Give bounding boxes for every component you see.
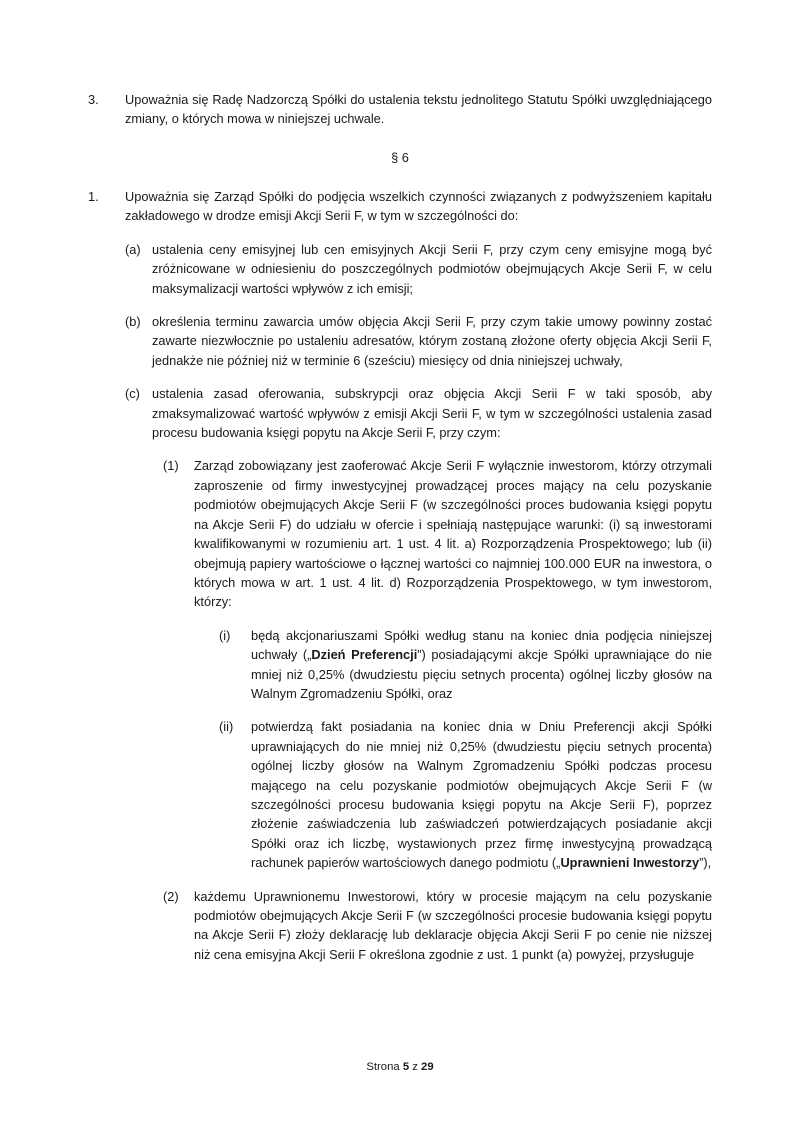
page-footer: [0, 1060, 800, 1074]
list-item-3: [88, 90, 712, 129]
spacer: [88, 129, 712, 148]
defined-term-uprawnieni-inwestorzy: Uprawnieni Inwestorzy: [560, 855, 700, 871]
footer-page-number: 5: [402, 1061, 410, 1073]
list-item-b-text: określenia terminu zawarcia umów objęcia Akcji Serii F, przy czym takie umowy powinny zostać zawarte niezwłocznie po ustaleniu adresatów, którym zostaną złożone oferty objęcia Akcji Serii F, jednakże nie później niż w terminie 6 (sześciu) miesięcy od dnia niniejszej uchwały,: [152, 314, 712, 368]
spacer: [88, 226, 712, 240]
list-marker-c-1-ii: (ii): [219, 719, 234, 735]
spacer: [88, 370, 712, 384]
list-marker-c-1: (1): [163, 458, 179, 474]
text-segment-before: potwierdzą fakt posiadania na koniec dnia w Dniu Preferencji akcji Spółki uprawniających do nie mniej niż 0,25% (dwudziestu pięciu setnych procenta) ogólnej liczby głosów na Walnym Zgromadzeniu Spółki podczas procesu mającego na celu pozyskanie podmiotów obejmujących Akcje Serii F (w szczególności procesu budowania księgi popytu na Akcje Serii F), poprzez złożenie zaświadczenia lub zaświadczeń potwierdzających posiadanie akcji Spółki oraz ich liczbę, wystawionych przez firmę inwestycyjną prowadzącą rachunek papierów wartościowych danego podmiotu („: [251, 719, 712, 871]
list-item-a-text: ustalenia ceny emisyjnej lub cen emisyjnych Akcji Serii F, przy czym ceny emisyjne mogą być zróżnicowane w odniesieniu do poszczególnych podmiotów obejmujących Akcje Serii F, w celu maksymalizacji wartości wpływów z ich emisji;: [152, 241, 712, 296]
footer-total-pages: 29: [421, 1061, 434, 1073]
list-item-a: [88, 240, 712, 298]
list-item-c-2-text: każdemu Uprawnionemu Inwestorowi, który w procesie mającym na celu pozyskanie podmiotów obejmujących Akcje Serii F (w szczególności procesie budowania księgi popytu na Akcje Serii F) złoży deklarację lub deklaracje objęcia Akcji Serii F po cenie nie niższej niż cena emisyjna Akcji Serii F określona zgodnie z ust. 1 punkt (a) powyżej, przysługuje: [194, 888, 712, 962]
spacer: [88, 168, 712, 187]
spacer: [88, 703, 712, 717]
list-item-3-text: Upoważnia się Radę Nadzorczą Spółki do ustalenia tekstu jednolitego Statutu Spółki uwzględniającego zmiany, o których mowa w niniejszej uchwale.: [125, 92, 712, 127]
list-item-c: [88, 384, 712, 442]
list-item-1: [88, 187, 712, 226]
list-marker-b: (b): [125, 314, 141, 330]
list-item-c-text: ustalenia zasad oferowania, subskrypcji oraz objęcia Akcji Serii F w taki sposób, aby zmaksymalizować wartość wpływów z emisji Akcji Serii F, w tym w szczególności ustalenia zasad procesu budowania księgi popytu na Akcje Serii F, przy czym:: [152, 386, 712, 441]
spacer: [88, 873, 712, 887]
footer-prefix: Strona: [366, 1061, 400, 1073]
list-item-b: [88, 312, 712, 370]
list-item-c-1-i: [88, 626, 712, 704]
spacer: [88, 442, 712, 456]
list-marker-1: 1.: [88, 189, 99, 204]
list-item-1-text: Upoważnia się Zarząd Spółki do podjęcia wszelkich czynności związanych z podwyższeniem kapitału zakładowego w drodze emisji Akcji Serii F, w tym w szczególności do:: [125, 189, 712, 224]
document-content: [88, 90, 712, 964]
list-marker-c-1-i: (i): [219, 627, 231, 643]
list-marker-c-2: (2): [163, 888, 179, 904]
list-item-c-2: [88, 887, 712, 965]
list-item-c-1: [88, 456, 712, 611]
spacer: [88, 612, 712, 626]
list-marker-c: (c): [125, 386, 140, 402]
spacer: [88, 298, 712, 312]
list-marker-a: (a): [125, 241, 141, 257]
list-item-c-1-ii: [88, 717, 712, 872]
footer-separator: z: [412, 1061, 418, 1073]
text-segment-after: ”),: [699, 855, 712, 871]
section-heading: § 6: [391, 150, 409, 166]
list-item-c-1-i-text: [251, 626, 712, 704]
text-segment-before: będą akcjonariuszami Spółki według stanu na koniec dnia podjęcia niniejszej uchwały („: [251, 627, 712, 663]
text-segment-after: ”) posiadającymi akcje Spółki uprawniające do nie mniej niż 0,25% (dwudziestu pięciu setnych procenta) ogólnej liczby głosów na Walnym Zgromadzeniu Spółki, oraz: [251, 647, 713, 701]
list-item-c-1-ii-text: [251, 717, 712, 872]
defined-term-dzien-preferencji: Dzień Preferencji: [311, 647, 418, 663]
list-marker-3: 3.: [88, 92, 99, 107]
list-item-c-1-text: Zarząd zobowiązany jest zaoferować Akcje Serii F wyłącznie inwestorom, którzy otrzymali zaproszenie od firmy inwestycyjnej prowadzącej proces mający na celu pozyskanie podmiotów obejmujących Akcje Serii F (w szczególności proces budowania księgi popytu na Akcje Serii F) do udziału w ofercie i spełniają następujące warunki: (i) są inwestorami kwalifikowanymi w rozumieniu art. 1 ust. 4 lit. a) Rozporządzenia Prospektowego; lub (ii) obejmują papiery wartościowe o łącznej wartości co najmniej 100.000 EUR na inwestora, o których mowa w art. 1 ust. 4 lit. d) Rozporządzenia Prospektowego, w tym inwestorom, którzy:: [194, 458, 712, 610]
